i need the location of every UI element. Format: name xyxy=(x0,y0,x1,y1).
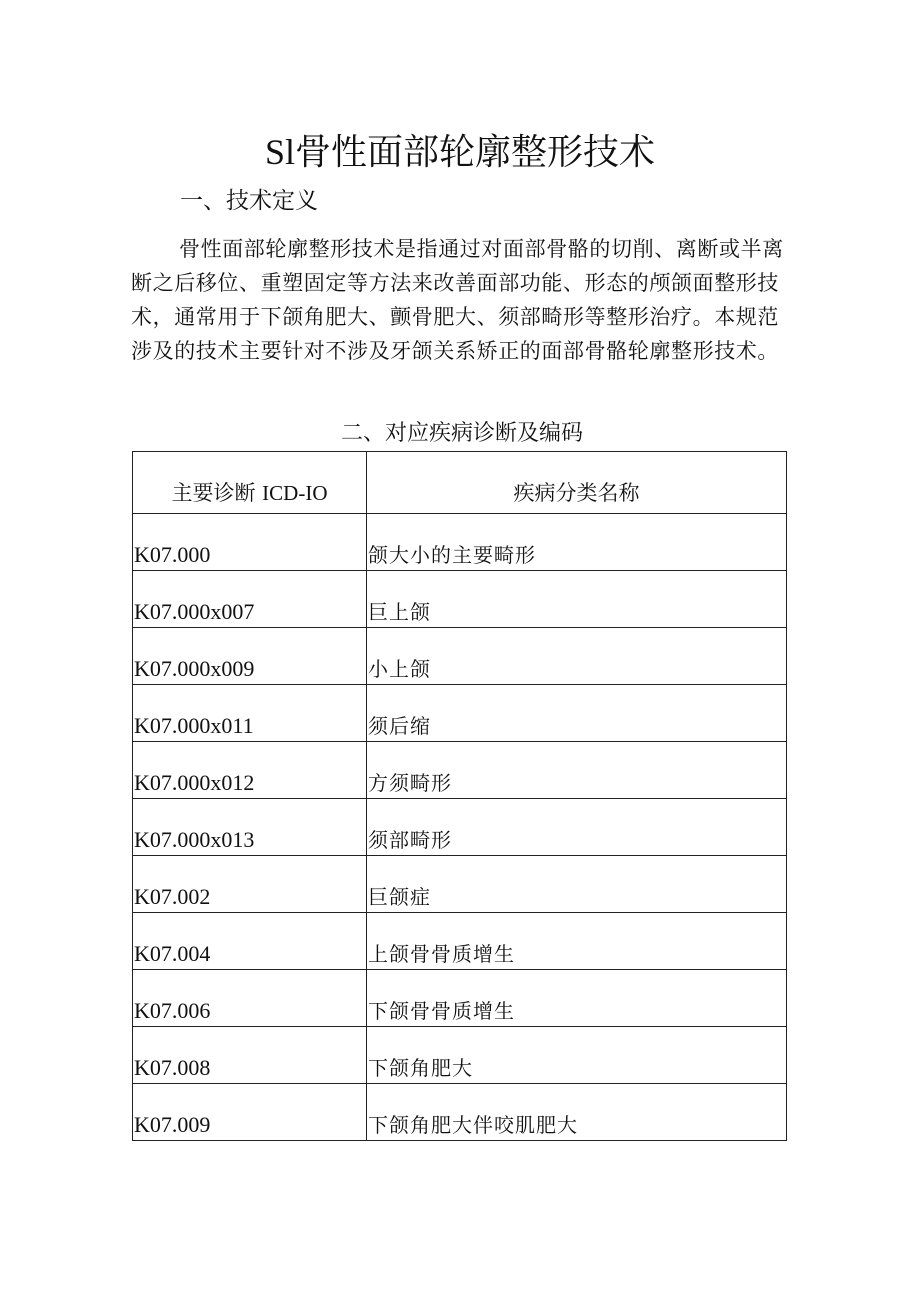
row-code: K07.008 xyxy=(133,1027,367,1084)
section-heading-definition: 一、技术定义 xyxy=(180,188,318,214)
row-name: 下颌角肥大 xyxy=(367,1027,787,1084)
table-row xyxy=(133,913,787,970)
row-name: 须后缩 xyxy=(367,685,787,742)
table-header-row xyxy=(133,452,787,514)
row-name: 巨颌症 xyxy=(367,856,787,913)
table-row xyxy=(133,1084,787,1141)
row-name: 下颌骨骨质增生 xyxy=(367,970,787,1027)
table-row xyxy=(133,514,787,571)
column-header-code-lat: ICD-IO xyxy=(262,481,328,505)
table-row xyxy=(133,628,787,685)
title-prefix: Sl xyxy=(264,132,295,172)
table-row xyxy=(133,799,787,856)
row-code: K07.006 xyxy=(133,970,367,1027)
row-code: K07.000x011 xyxy=(133,685,367,742)
row-code: K07.004 xyxy=(133,913,367,970)
row-name: 巨上颌 xyxy=(367,571,787,628)
page-title xyxy=(0,128,920,177)
row-code: K07.000x009 xyxy=(133,628,367,685)
row-name: 小上颌 xyxy=(367,628,787,685)
row-name: 下颌角肥大伴咬肌肥大 xyxy=(367,1084,787,1141)
table-row xyxy=(133,856,787,913)
diagnosis-code-table xyxy=(132,451,787,1141)
row-code: K07.000x013 xyxy=(133,799,367,856)
table-row xyxy=(133,742,787,799)
table-row xyxy=(133,685,787,742)
title-main: 骨性面部轮廓整形技术 xyxy=(295,132,656,173)
row-name: 须部畸形 xyxy=(367,799,787,856)
table-row xyxy=(133,1027,787,1084)
row-name: 上颌骨骨质增生 xyxy=(367,913,787,970)
definition-paragraph: 骨性面部轮廓整形技术是指通过对面部骨骼的切削、离断或半离断之后移位、重塑固定等方法来改善面部功能、形态的颅颌面整形技术，通常用于下颌角肥大、颤骨肥大、须部畸形等整形治疗。本规范涉及的技术主要针对不涉及牙颌关系矫正的面部骨骼轮廓整形技术。 xyxy=(131,237,784,363)
row-code: K07.000 xyxy=(133,514,367,571)
table-row xyxy=(133,571,787,628)
row-name: 颌大小的主要畸形 xyxy=(367,514,787,571)
row-code: K07.000x007 xyxy=(133,571,367,628)
row-code: K07.000x012 xyxy=(133,742,367,799)
row-code: K07.002 xyxy=(133,856,367,913)
row-code: K07.009 xyxy=(133,1084,367,1141)
column-header-name: 疾病分类名称 xyxy=(367,452,787,514)
table-row xyxy=(133,970,787,1027)
column-header-code-cn: 主要诊断 xyxy=(171,481,263,505)
row-name: 方须畸形 xyxy=(367,742,787,799)
section-heading-diagnosis-codes: 二、对应疾病诊断及编码 xyxy=(340,421,583,446)
column-header-code xyxy=(133,452,367,514)
